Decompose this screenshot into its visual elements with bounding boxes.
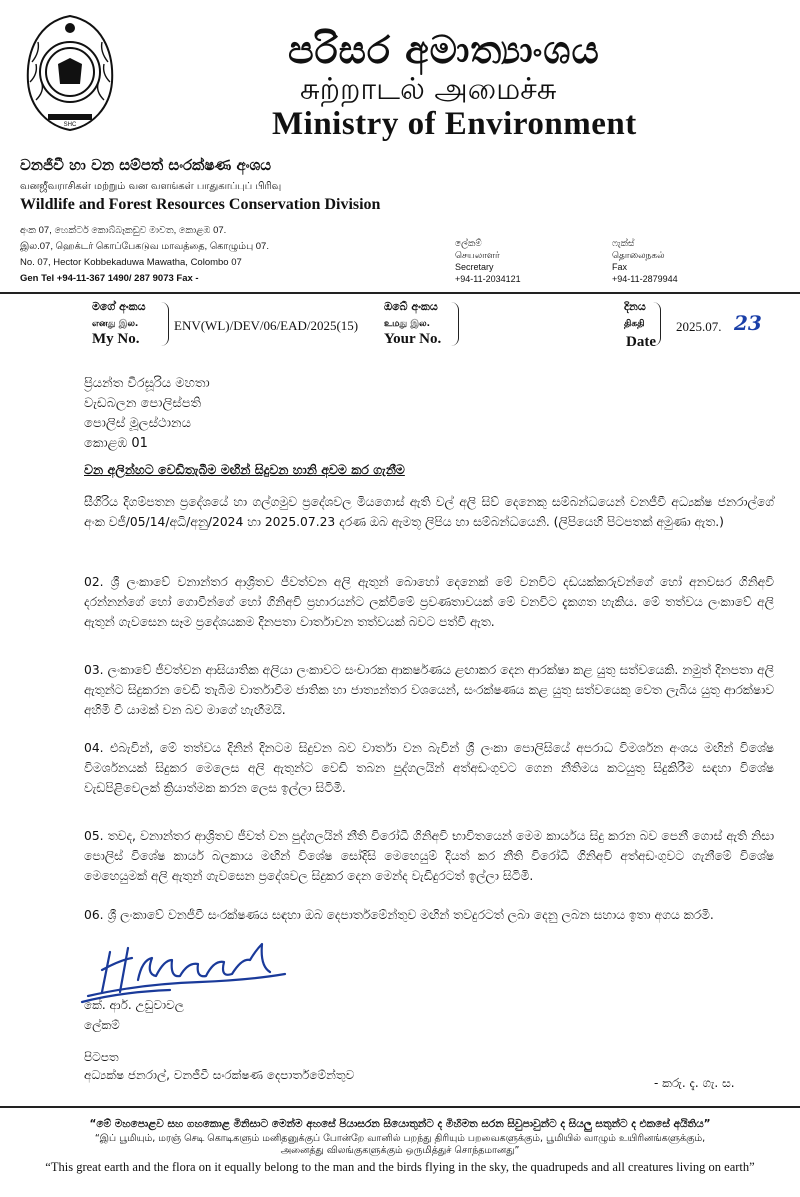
your-no-label-english: Your No. (384, 331, 442, 347)
secretary-label-english: Secretary (455, 262, 494, 272)
copy-action-note: - කරු. දැ. ගැ. ස. (654, 1076, 735, 1090)
fax-label-tamil: தொலைநகல் (612, 250, 665, 260)
your-no-label-sinhala: ඔබේ අංකය (384, 300, 438, 313)
my-no-label-english: My No. (92, 331, 140, 347)
ministry-title-sinhala: පරිසර අමාත්‍යාංශය (288, 28, 600, 72)
division-name-sinhala: වනජීවී හා වන සම්පත් සංරක්ෂණ අංශය (20, 156, 272, 174)
paragraph-06: 06. ශ්‍රී ලංකාවේ වනජීවී සංරක්ෂණය සඳහා ඔබ දෙපාර්තමේන්තුව මඟින් තවදුරටත් ලබා දෙනු ලබන සහාය ඉතා අගය කරමි. (84, 908, 714, 922)
footer-divider (0, 1106, 800, 1108)
footer-quote-tamil-line1: “இப் பூமியும், மரஞ் செடி கொடிகளும் மனிதனுக்குப் போன்றே வானில் பறந்து திரியும் பறவைகளுக்கும், பூமியில் வாழும் உயிரினங்களுக்கும், (94, 1133, 706, 1144)
recipient-city: කොළඹ 01 (84, 436, 148, 451)
secretary-label-sinhala: ලේකම් (455, 238, 482, 248)
footer-quote-english: “This great earth and the flora on it equally belong to the man and the birds flying in the sky, the quadrupeds and all creatures living on earth” (45, 1160, 755, 1174)
division-name-english: Wildlife and Forest Resources Conservation Division (20, 196, 381, 213)
date-label-english: Date (626, 334, 656, 350)
ministry-title-tamil: சுற்றாடல் அமைச்சு (300, 72, 557, 107)
my-no-value: ENV(WL)/DEV/06/EAD/2025(15) (174, 318, 359, 333)
fax-label-english: Fax (612, 262, 628, 272)
header-divider (0, 292, 800, 294)
date-label-sinhala: දිනය (624, 300, 646, 313)
date-bracket (652, 302, 661, 346)
national-emblem-seal (18, 12, 122, 134)
recipient-title: වැඩබලන පොලිස්පති (84, 396, 202, 411)
address-tamil: இல.07, ஹெக்டர் கொப்பேகடுவ மாவத்தை, கொழும்பு 07. (20, 241, 269, 252)
secretary-label-tamil: செயலாளர் (455, 250, 500, 260)
copy-label: පිටපත (84, 1050, 119, 1064)
letter-subject: වන අලින්හට වෙඩිතැබීම මඟින් සිදුවන හානි අවම කර ගැනීම (84, 462, 405, 477)
recipient-office: පොලිස් මූලස්ථානය (84, 416, 191, 431)
paragraph-03: 03. ලංකාවේ ජීවත්වන ආසියාතික අලියා ලංකාවට සංචාරක ආකර්ෂණය ළඟාකර දෙන ආරක්ෂා කළ යුතු සත්වයෙකි. නමුත් දිනපතා අලි ඇතුන්ට සිදුකරන වෙඩි තැබීම වාර්තාවීම ජාතික හා ජාත්‍යන්තර වශයෙන්, සංරක්ෂණය කළ යුතු සත්වයෙකු වෙත ලැබිය යුතු ආරක්ෂාව අහිමි වී යාමක් වන බව මාගේ හැඟීමයි. (84, 663, 774, 717)
my-no-label-sinhala: මගේ අංකය (92, 300, 146, 313)
your-no-bracket (450, 302, 459, 346)
paragraph-04: 04. එබැවින්, මේ තත්වය දිනින් දිනටම සිදුවන බව වාර්තා වන බැවින් ශ්‍රී ලංකා පොලිසියේ අපරාධ විමර්ශන අංශය මඟින් විශේෂ විමර්ශනයක් සිදුකර මෙලෙස අලි ඇතුන්ට වෙඩි තබන පුද්ගලයින් අත්අඩංගුවට ගෙන නීතිමය කටයුතු සිදුකිරීම සඳහා විශේෂ වැඩපිළිවෙලක් ක්‍රියාත්මක කරන ලෙස ඉල්ලා සිටිමි. (84, 741, 774, 795)
ministry-title-english: Ministry of Environment (272, 106, 637, 142)
date-day-handwritten: 23 (734, 311, 762, 335)
paragraph-05: 05. තවද, වනාන්තර ආශ්‍රිතව ජීවත් වන පුද්ගලයින් නීති විරෝධී ගිනිඅවි භාවිතයෙන් මෙම කාර්යය සිදු කරන බව පෙනී ගොස් ඇති නිසා පොලිස් විශේෂ කාර්ය බලකාය මඟින් විශේෂ සෝදිසි මෙහෙයුම් දියත් කර නීති විරෝධී ගිනිඅවි අත්අඩංගුවට ගැනීමේ විශේෂ මෙහෙයුමක් අලි ඇතුන් ගැවසෙන ප්‍රදේශවල සිදුකර දෙන මෙන්ද වැඩිදුරටත් ඉල්ලා සිටිමි. (84, 829, 774, 883)
address-english: No. 07, Hector Kobbekaduwa Mawatha, Colombo 07 (20, 257, 242, 268)
fax-label-sinhala: ෆැක්ස් (612, 238, 635, 248)
secretary-telephone: +94-11-2034121 (455, 274, 521, 284)
signer-name: කේ. ආර්. උඩුවාවල (84, 998, 184, 1012)
division-name-tamil: வனஜீவராசிகள் மற்றும் வன வளங்கள் பாதுகாப்புப் பிரிவு (20, 181, 282, 192)
footer-quote-tamil-line2: அனைத்து விலங்குகளுக்கும் ஒருமித்துச் சொந்தமானது” (280, 1145, 520, 1156)
footer-quote-tamil (0, 1133, 800, 1157)
general-telephone: Gen Tel +94-11-367 1490/ 287 9073 Fax - (20, 273, 199, 284)
address-sinhala: අංක 07, හෙක්ටර් කොබ්බෑකඩුව මාවත, කොළඹ 07. (20, 225, 227, 236)
signer-title: ලේකම් (84, 1018, 120, 1032)
recipient-name: ප්‍රියන්ත වීරසූරිය මහතා (84, 376, 210, 391)
copy-recipient: අධ්‍යක්ෂ ජනරාල්, වනජීවී සංරක්ෂණ දෙපාර්තමේන්තුව (84, 1068, 355, 1082)
date-value: 2025.07. (676, 319, 722, 334)
paragraph-02: 02. ශ්‍රී ලංකාවේ වනාන්තර ආශ්‍රිතව ජීවත්වන අලි ඇතුන් බොහෝ දෙනෙක් මේ වනවිට දඩයක්කරුවන්ගේ හෝ අනවසර ගිනිඅවි දරන්නන්ගේ හෝ ගොවීන්ගේ හෝ ගිනිඅවි ප්‍රහාරයන්ට ලක්වීමේ ප්‍රවණතාවයක් මේ වනවිට දැකගත හැකිය. මේ තත්වය ලංකාවේ අලි ඇතුන් ගැවසෙන සෑම ප්‍රදේශයකම දිනපතා වාර්තාවන තත්වයක් බවට පත්වී ඇත. (84, 575, 774, 629)
my-no-bracket (160, 302, 169, 346)
my-no-label-tamil: எனது இல. (92, 319, 139, 329)
your-no-label-tamil: உமது இல. (384, 319, 430, 329)
fax-number: +94-11-2879944 (612, 274, 678, 284)
date-label-tamil: திகதி (624, 319, 645, 329)
footer-quote-sinhala: “මේ මහපොළව සහ ගහකොළ මිනිසාට මෙන්ම අහසේ පියාසරන සියොතුන්ට ද මිහිමත සරන සිවුපාවුන්ට ද සියලු සතුන්ට ද එකසේ අයිතිය” (89, 1118, 711, 1130)
svg-text:SHC: SHC (63, 122, 77, 128)
paragraph-01: සීගිරිය දිගම්පතන ප්‍රදේශයේ හා ගල්ගමුව ප්‍රදේශවල මියගොස් ඇති වල් අලි සිව් දෙනෙකු සම්බන්ධයෙන් වනජීවී අධ්‍යක්ෂ ජනරාල්ගේ අංක වජී/05/14/අධි/අනු/2024 හා 2025.07.23 දරණ ඔබ ඇමතූ ලිපිය හා සම්බන්ධයෙනි. (ලිපියෙහි පිටපතක් අමුණා ඇත.) (84, 495, 774, 529)
